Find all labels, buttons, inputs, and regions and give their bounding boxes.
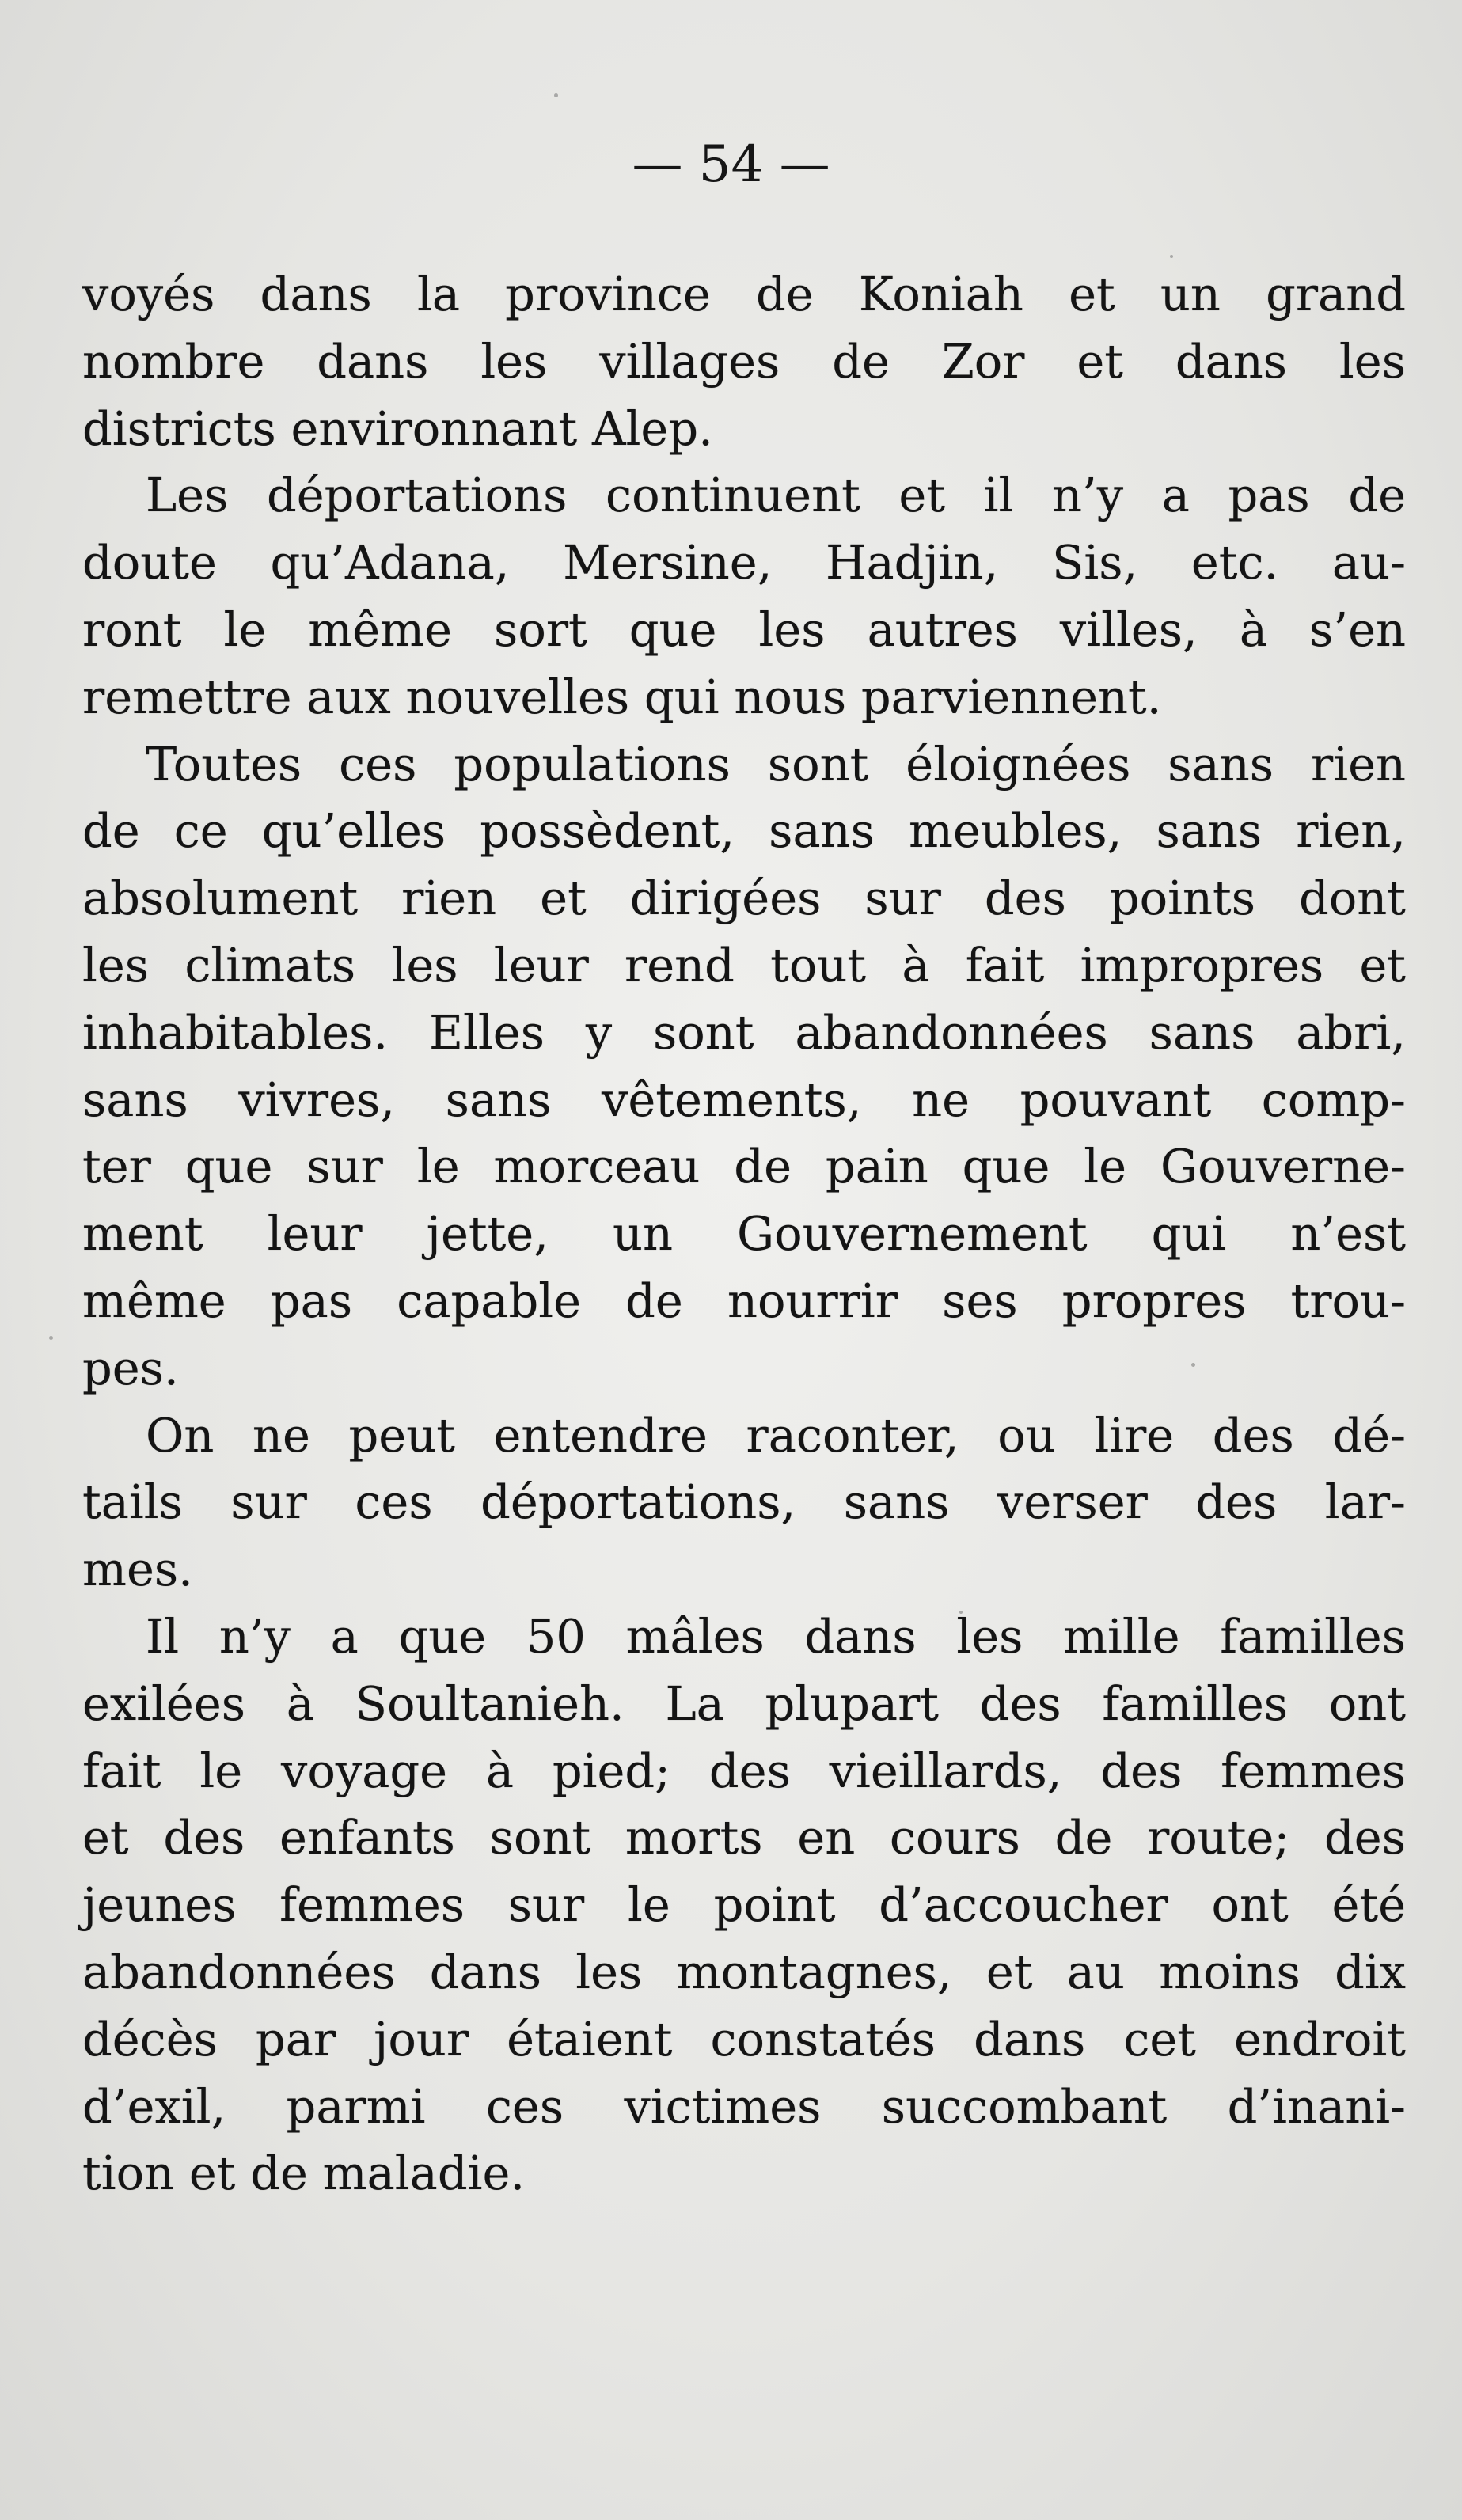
paragraph-first-line: On ne peut entendre raconter, ou lire des dé- <box>146 1407 1406 1463</box>
text-line: d’exil, parmi ces victimes succombant d’inani- <box>82 2078 1406 2134</box>
paper-speck <box>49 1336 53 1340</box>
text-line: fait le voyage à pied; des vieillards, des femmes <box>82 1743 1406 1798</box>
text-line: abandonnées dans les montagnes, et au moins dix <box>82 1944 1406 1999</box>
text-line: même pas capable de nourrir ses propres trou- <box>82 1273 1406 1328</box>
text-line: sans vivres, sans vêtements, ne pouvant comp- <box>82 1072 1406 1127</box>
text-line: absolument rien et dirigées sur des points dont <box>82 871 1406 926</box>
text-line: nombre dans les villages de Zor et dans les <box>82 333 1406 389</box>
text-line: mes. <box>82 1542 193 1597</box>
paragraph-first-line: Il n’y a que 50 mâles dans les mille familles <box>146 1608 1406 1664</box>
paragraph-first-line: Toutes ces populations sont éloignées sans rien <box>146 736 1406 791</box>
text-line: les climats les leur rend tout à fait impropres et <box>82 937 1406 992</box>
text-line: inhabitables. Elles y sont abandonnées sans abri, <box>82 1004 1406 1060</box>
text-line: pes. <box>82 1340 179 1395</box>
text-line: voyés dans la province de Koniah et un grand <box>82 267 1406 321</box>
page-number: — 54 — <box>632 135 830 194</box>
text-line: ront le même sort que les autres villes, à s’en <box>82 602 1406 657</box>
paper-speck <box>1170 255 1173 258</box>
text-line: remettre aux nouvelles qui nous parviennent. <box>82 669 1162 724</box>
text-line: ter que sur le morceau de pain que le Gouverne- <box>82 1139 1406 1194</box>
text-line: tails sur ces déportations, sans verser des lar- <box>82 1474 1406 1530</box>
text-line: ment leur jette, un Gouvernement qui n’est <box>82 1206 1406 1262</box>
text-line: et des enfants sont morts en cours de route; des <box>82 1810 1406 1865</box>
text-line: exilées à Soultanieh. La plupart des familles ont <box>82 1676 1406 1731</box>
text-line: tion et de maladie. <box>82 2146 526 2201</box>
paper-speck <box>554 93 558 97</box>
text-line: décès par jour étaient constatés dans cet endroit <box>82 2011 1406 2066</box>
text-line: de ce qu’elles possèdent, sans meubles, sans rien, <box>82 803 1406 859</box>
text-line: doute qu’Adana, Mersine, Hadjin, Sis, etc. au- <box>82 535 1406 590</box>
text-line: jeunes femmes sur le point d’accoucher ont été <box>82 1877 1406 1933</box>
text-line: districts environnant Alep. <box>82 400 713 456</box>
body-text <box>82 261 1406 2207</box>
paragraph-first-line: Les déportations continuent et il n’y a pas de <box>146 468 1406 523</box>
